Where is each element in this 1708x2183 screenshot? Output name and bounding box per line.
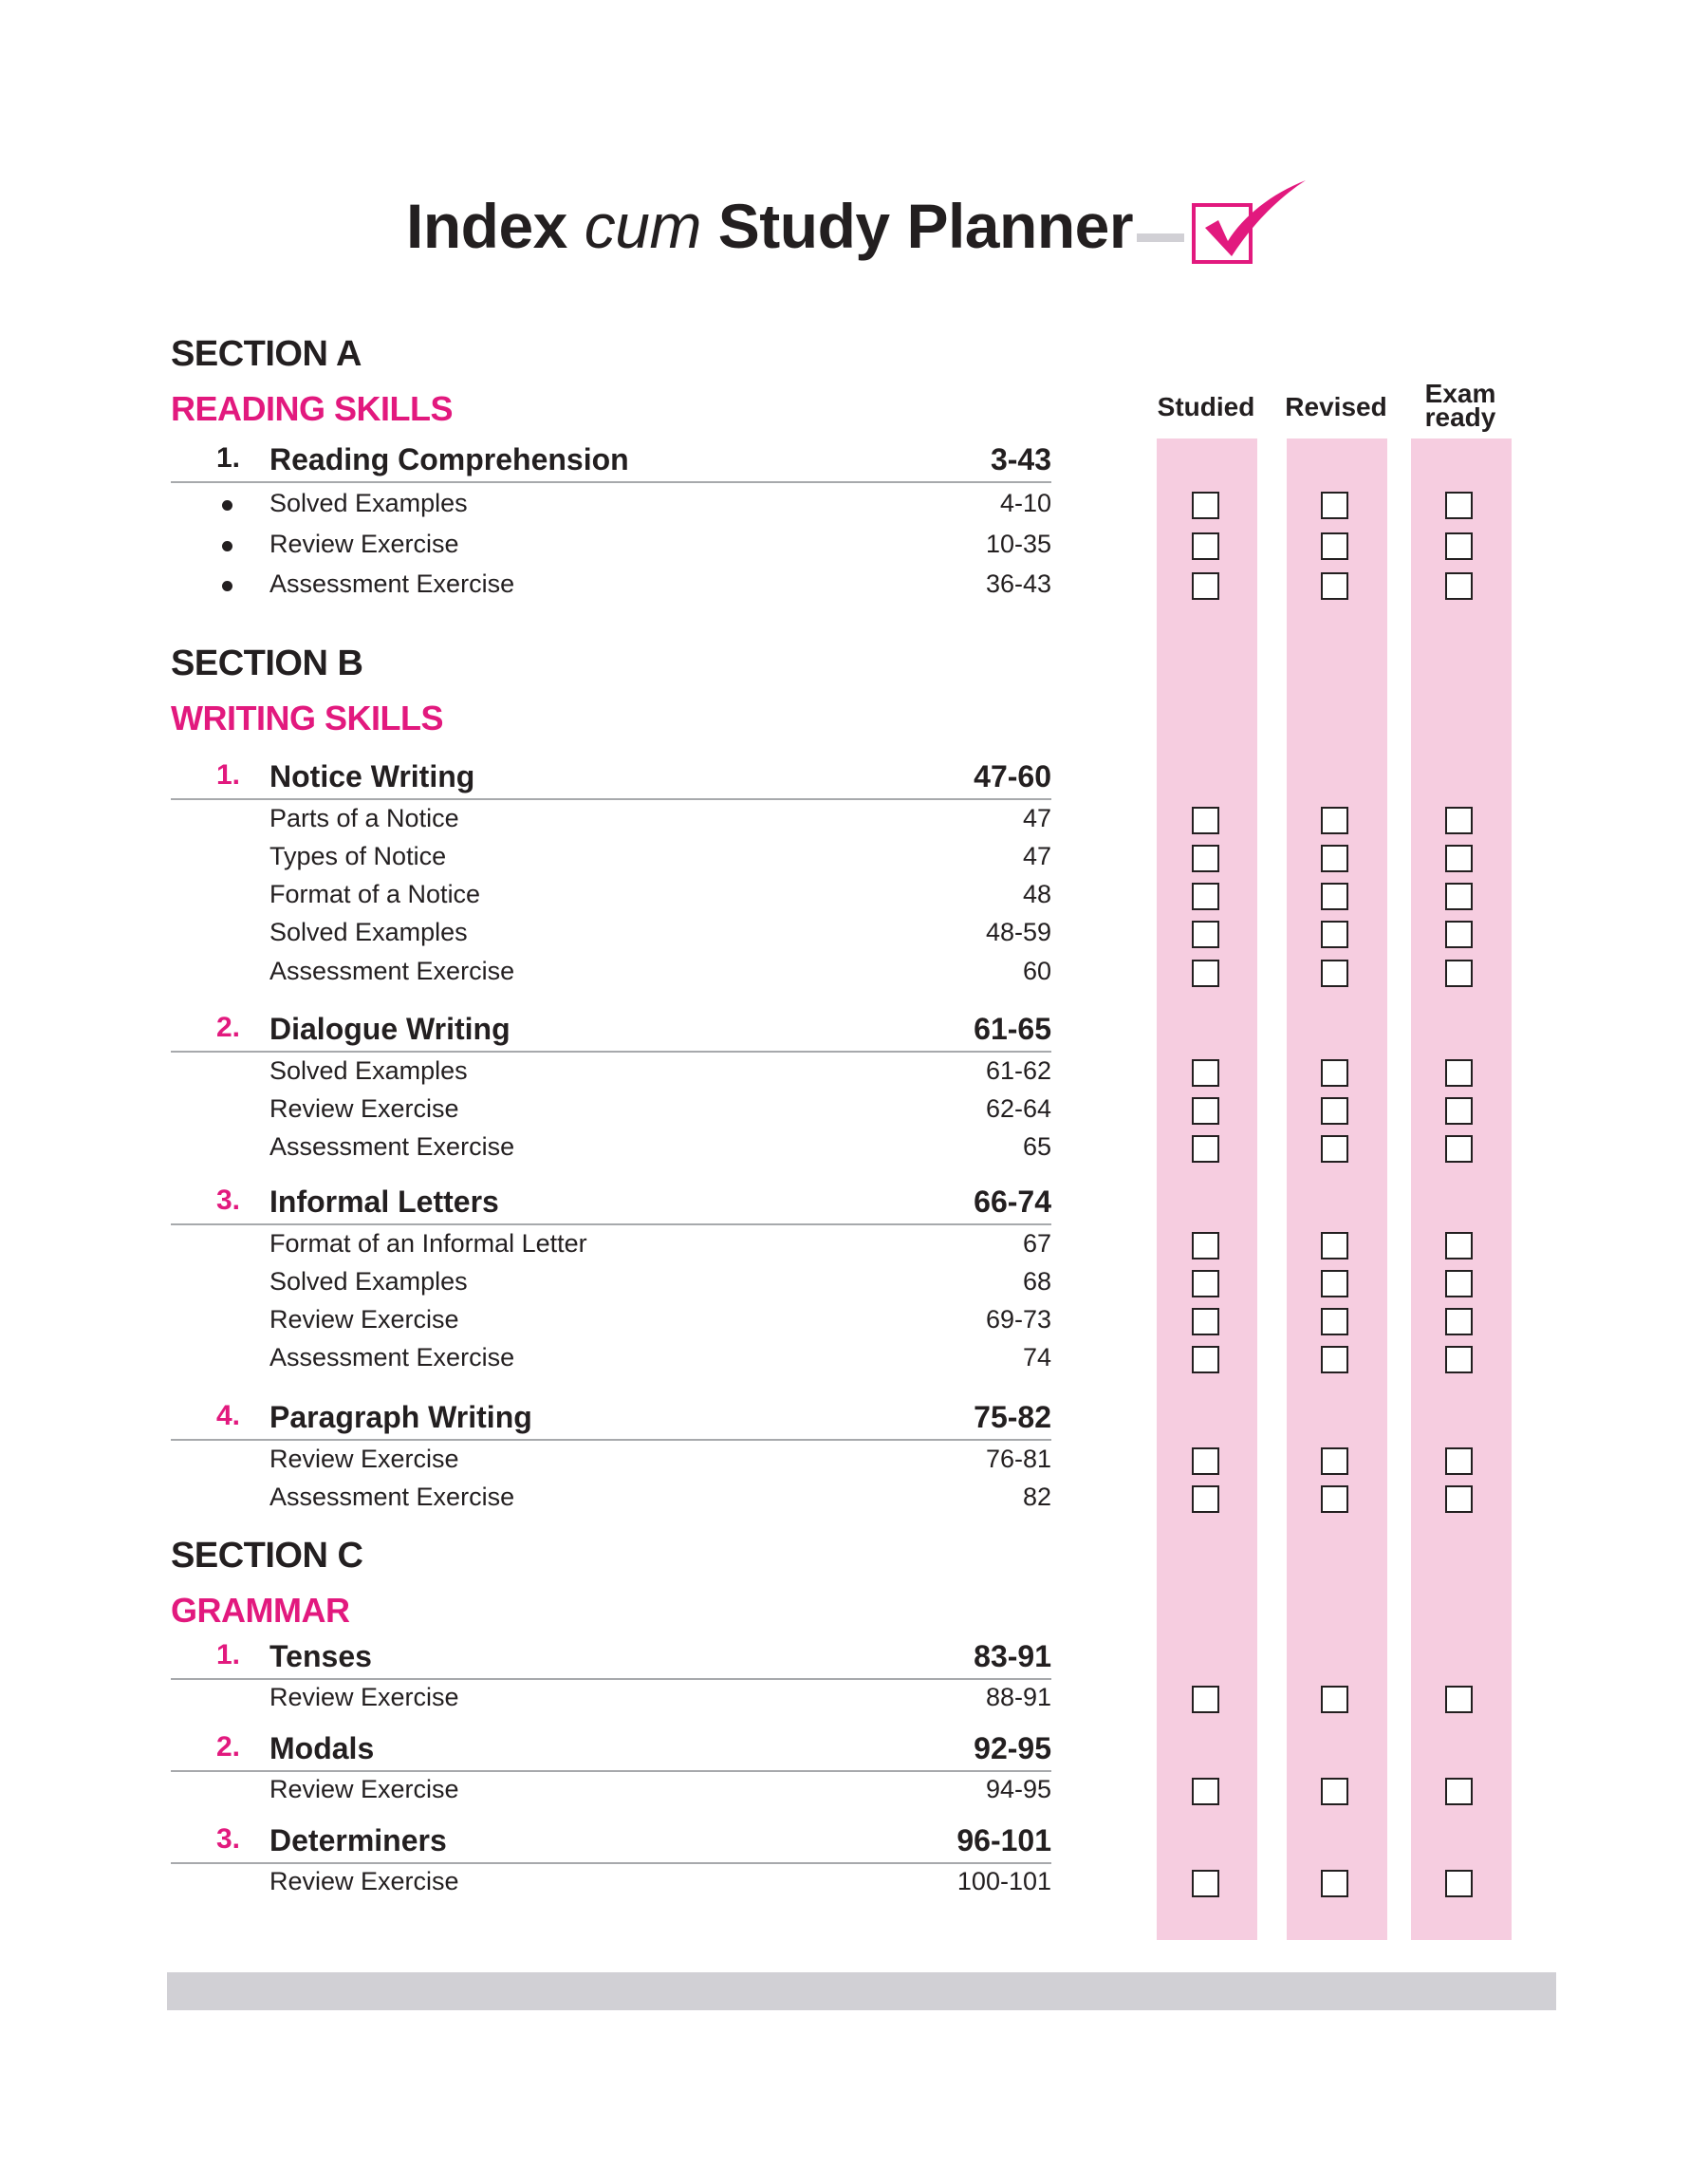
page-range: 67	[1022, 1229, 1051, 1258]
topic-label: Solved Examples	[269, 489, 468, 517]
revised-checkbox[interactable]	[1321, 921, 1348, 948]
page-range: 74	[1022, 1343, 1051, 1371]
topic-label: Parts of a Notice	[269, 804, 459, 832]
exam-ready-checkbox[interactable]	[1445, 1778, 1473, 1805]
revised-checkbox[interactable]	[1321, 960, 1348, 987]
page-range: 88-91	[985, 1683, 1051, 1711]
topic-label: Assessment Exercise	[269, 1343, 515, 1371]
revised-checkbox[interactable]	[1321, 1447, 1348, 1475]
chapter-title: Reading Comprehension	[269, 442, 629, 476]
chapter-title: Tenses	[269, 1639, 372, 1673]
topic-row	[171, 880, 1051, 922]
topic-row	[171, 1683, 1051, 1725]
exam-ready-checkbox[interactable]	[1445, 572, 1473, 600]
chapter-row	[171, 1185, 1051, 1226]
topic-label: Solved Examples	[269, 918, 468, 946]
page-range: 4-10	[999, 489, 1051, 517]
column-exam-ready-header	[1408, 379, 1513, 432]
topic-label: Review Exercise	[269, 1445, 459, 1473]
topic-label: Assessment Exercise	[269, 1483, 515, 1511]
topic-label: Review Exercise	[269, 1867, 459, 1895]
page-range: 36-43	[985, 569, 1051, 598]
chapter-row	[171, 1639, 1051, 1681]
exam-ready-checkbox[interactable]	[1445, 1485, 1473, 1513]
studied-checkbox[interactable]	[1192, 1778, 1219, 1805]
column-ready-label: ready	[1424, 402, 1496, 432]
page-range: 47	[1022, 804, 1051, 832]
topic-label: Assessment Exercise	[269, 569, 515, 598]
title-cum: cum	[584, 191, 701, 261]
topic-label: Solved Examples	[269, 1267, 468, 1296]
page-title	[406, 190, 1133, 262]
exam-ready-checkbox[interactable]	[1445, 921, 1473, 948]
topic-row	[171, 1305, 1051, 1347]
studied-checkbox[interactable]	[1192, 1346, 1219, 1373]
topic-row	[171, 1132, 1051, 1174]
studied-column-strip	[1157, 438, 1257, 1940]
page-range: 66-74	[974, 1185, 1051, 1219]
revised-checkbox[interactable]	[1321, 845, 1348, 872]
page-range: 47	[1022, 842, 1051, 870]
revised-checkbox[interactable]	[1321, 1686, 1348, 1713]
page-range: 3-43	[990, 442, 1051, 476]
checkmark-icon	[1194, 178, 1317, 264]
exam-ready-checkbox[interactable]	[1445, 1059, 1473, 1087]
studied-checkbox[interactable]	[1192, 1232, 1219, 1259]
page-range: 94-95	[985, 1775, 1051, 1803]
revised-checkbox[interactable]	[1321, 1346, 1348, 1373]
chapter-divider	[171, 798, 1051, 800]
page-range: 61-62	[985, 1056, 1051, 1085]
chapter-divider	[171, 1770, 1051, 1772]
exam-ready-checkbox[interactable]	[1445, 492, 1473, 519]
column-exam-label: Exam	[1424, 379, 1496, 408]
studied-checkbox[interactable]	[1192, 492, 1219, 519]
chapter-title: Determiners	[269, 1823, 447, 1857]
topic-row	[171, 1094, 1051, 1136]
revised-column-strip	[1287, 438, 1387, 1940]
section-b-skill-heading: WRITING SKILLS	[171, 699, 443, 737]
topic-row	[171, 1343, 1051, 1385]
topic-row	[171, 1056, 1051, 1098]
chapter-row	[171, 1012, 1051, 1054]
topic-row	[171, 1867, 1051, 1909]
page-range: 47-60	[974, 759, 1051, 793]
page-range: 76-81	[985, 1445, 1051, 1473]
bullet-icon	[222, 500, 232, 511]
page-range: 68	[1022, 1267, 1051, 1296]
page-range: 69-73	[985, 1305, 1051, 1334]
chapter-divider	[171, 1051, 1051, 1053]
topic-row	[171, 918, 1051, 960]
chapter-title: Notice Writing	[269, 759, 475, 793]
chapter-number: 2.	[216, 1012, 241, 1043]
chapter-title: Informal Letters	[269, 1185, 499, 1219]
topic-row	[171, 569, 1051, 611]
page-range: 92-95	[974, 1731, 1051, 1765]
revised-checkbox[interactable]	[1321, 1485, 1348, 1513]
chapter-divider	[171, 1439, 1051, 1441]
topic-row	[171, 804, 1051, 846]
chapter-divider	[171, 1678, 1051, 1680]
revised-checkbox[interactable]	[1321, 572, 1348, 600]
topic-row	[171, 489, 1051, 531]
chapter-number: 1.	[216, 1639, 241, 1670]
exam-ready-checkbox[interactable]	[1445, 1097, 1473, 1125]
exam-ready-checkbox[interactable]	[1445, 1270, 1473, 1297]
studied-checkbox[interactable]	[1192, 845, 1219, 872]
exam-ready-checkbox[interactable]	[1445, 1308, 1473, 1335]
topic-row	[171, 1445, 1051, 1486]
topic-label: Assessment Exercise	[269, 957, 515, 985]
studied-checkbox[interactable]	[1192, 1870, 1219, 1897]
bullet-icon	[222, 581, 232, 591]
chapter-number: 1.	[216, 759, 241, 791]
revised-checkbox[interactable]	[1321, 1270, 1348, 1297]
chapter-row	[171, 759, 1051, 801]
chapter-row	[171, 1400, 1051, 1442]
topic-row	[171, 530, 1051, 571]
chapter-divider	[171, 1862, 1051, 1864]
studied-checkbox[interactable]	[1192, 1270, 1219, 1297]
page-range: 48	[1022, 880, 1051, 908]
topic-label: Review Exercise	[269, 1094, 459, 1123]
studied-checkbox[interactable]	[1192, 1485, 1219, 1513]
revised-checkbox[interactable]	[1321, 1097, 1348, 1125]
chapter-number: 3.	[216, 1185, 241, 1216]
section-b-heading: SECTION B	[171, 644, 363, 683]
topic-row	[171, 957, 1051, 998]
chapter-title: Modals	[269, 1731, 375, 1765]
page-range: 83-91	[974, 1639, 1051, 1673]
revised-checkbox[interactable]	[1321, 807, 1348, 834]
chapter-title: Dialogue Writing	[269, 1012, 511, 1046]
page-range: 75-82	[974, 1400, 1051, 1434]
revised-checkbox[interactable]	[1321, 1778, 1348, 1805]
topic-label: Format of an Informal Letter	[269, 1229, 587, 1258]
page-range: 100-101	[956, 1867, 1051, 1895]
studied-checkbox[interactable]	[1192, 1308, 1219, 1335]
bullet-icon	[222, 541, 232, 551]
page-range: 10-35	[985, 530, 1051, 558]
footer-bar	[167, 1972, 1556, 2010]
topic-row	[171, 1267, 1051, 1309]
page-range: 65	[1022, 1132, 1051, 1161]
studied-checkbox[interactable]	[1192, 1447, 1219, 1475]
title-study-planner: Study Planner	[717, 191, 1134, 261]
page-range: 62-64	[985, 1094, 1051, 1123]
revised-checkbox[interactable]	[1321, 1135, 1348, 1163]
column-studied-header: Studied	[1157, 392, 1255, 421]
revised-checkbox[interactable]	[1321, 1232, 1348, 1259]
exam-ready-checkbox[interactable]	[1445, 532, 1473, 560]
title-dash	[1137, 233, 1184, 242]
revised-checkbox[interactable]	[1321, 1059, 1348, 1087]
chapter-row	[171, 1823, 1051, 1865]
page-range: 60	[1022, 957, 1051, 985]
revised-checkbox[interactable]	[1321, 532, 1348, 560]
chapter-row	[171, 442, 1051, 484]
topic-row	[171, 1775, 1051, 1817]
exam-ready-checkbox[interactable]	[1445, 1686, 1473, 1713]
title-index: Index	[406, 191, 567, 261]
topic-label: Review Exercise	[269, 1775, 459, 1803]
section-a-skill-heading: READING SKILLS	[171, 389, 454, 428]
section-c-skill-heading: GRAMMAR	[171, 1591, 350, 1630]
topic-row	[171, 842, 1051, 884]
studied-checkbox[interactable]	[1192, 1686, 1219, 1713]
studied-checkbox[interactable]	[1192, 1135, 1219, 1163]
exam-ready-checkbox[interactable]	[1445, 1346, 1473, 1373]
section-a-heading: SECTION A	[171, 334, 362, 374]
studied-checkbox[interactable]	[1192, 1059, 1219, 1087]
topic-label: Review Exercise	[269, 1683, 459, 1711]
topic-label: Solved Examples	[269, 1056, 468, 1085]
revised-checkbox[interactable]	[1321, 883, 1348, 910]
exam-ready-checkbox[interactable]	[1445, 1232, 1473, 1259]
revised-checkbox[interactable]	[1321, 1870, 1348, 1897]
topic-row	[171, 1483, 1051, 1524]
page-range: 96-101	[956, 1823, 1051, 1857]
exam-ready-checkbox[interactable]	[1445, 807, 1473, 834]
chapter-number: 1.	[216, 442, 241, 474]
topic-label: Review Exercise	[269, 1305, 459, 1334]
page-range: 82	[1022, 1483, 1051, 1511]
chapter-title: Paragraph Writing	[269, 1400, 532, 1434]
topic-row	[171, 1229, 1051, 1271]
exam-ready-column-strip	[1411, 438, 1512, 1940]
exam-ready-checkbox[interactable]	[1445, 845, 1473, 872]
chapter-number: 2.	[216, 1731, 241, 1763]
chapter-number: 4.	[216, 1400, 241, 1431]
studied-checkbox[interactable]	[1192, 572, 1219, 600]
revised-checkbox[interactable]	[1321, 492, 1348, 519]
section-c-heading: SECTION C	[171, 1536, 363, 1576]
page-range: 48-59	[985, 918, 1051, 946]
chapter-number: 3.	[216, 1823, 241, 1855]
exam-ready-checkbox[interactable]	[1445, 1447, 1473, 1475]
column-revised-header: Revised	[1285, 392, 1387, 421]
page-range: 61-65	[974, 1012, 1051, 1046]
studied-checkbox[interactable]	[1192, 883, 1219, 910]
studied-checkbox[interactable]	[1192, 1097, 1219, 1125]
studied-checkbox[interactable]	[1192, 532, 1219, 560]
topic-label: Review Exercise	[269, 530, 459, 558]
exam-ready-checkbox[interactable]	[1445, 883, 1473, 910]
studied-checkbox[interactable]	[1192, 960, 1219, 987]
topic-label: Assessment Exercise	[269, 1132, 515, 1161]
chapter-divider	[171, 1223, 1051, 1225]
studied-checkbox[interactable]	[1192, 921, 1219, 948]
revised-checkbox[interactable]	[1321, 1308, 1348, 1335]
chapter-divider	[171, 481, 1051, 483]
studied-checkbox[interactable]	[1192, 807, 1219, 834]
exam-ready-checkbox[interactable]	[1445, 1135, 1473, 1163]
chapter-row	[171, 1731, 1051, 1773]
exam-ready-checkbox[interactable]	[1445, 960, 1473, 987]
topic-label: Types of Notice	[269, 842, 447, 870]
topic-label: Format of a Notice	[269, 880, 481, 908]
exam-ready-checkbox[interactable]	[1445, 1870, 1473, 1897]
